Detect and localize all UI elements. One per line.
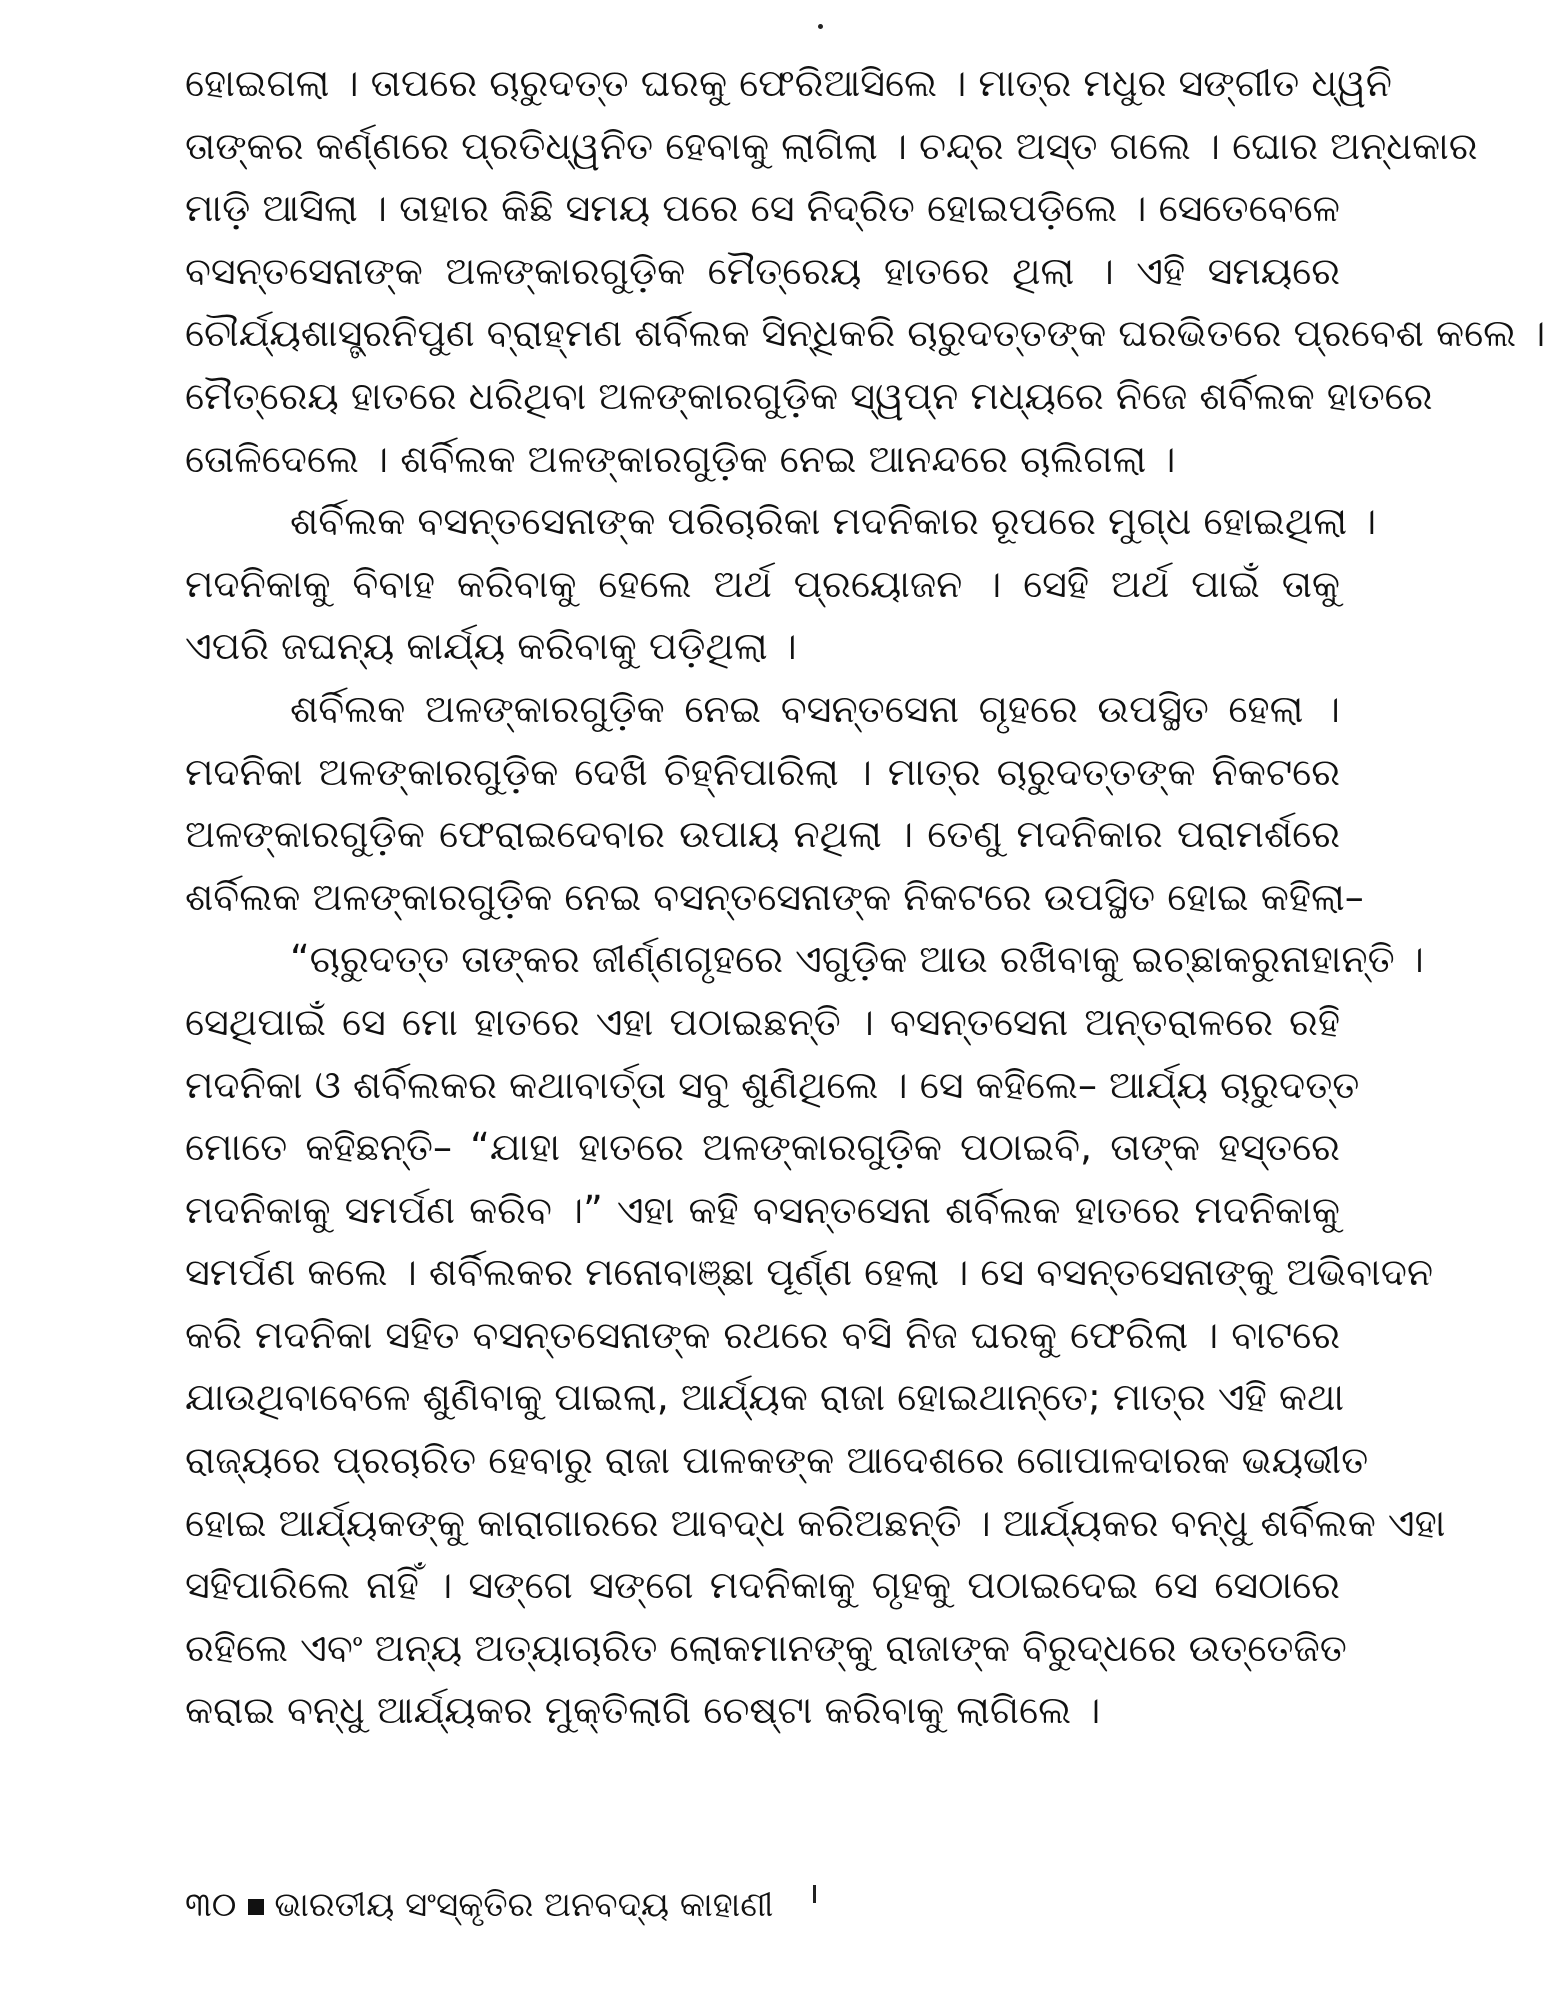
page-number: ୩୦ bbox=[185, 1885, 237, 1925]
square-bullet-icon bbox=[248, 1899, 264, 1915]
text-line: ତୋଳିଦେଲେ । ଶର୍ବିଲକ ଅଳଙ୍କାରଗୁଡ଼ିକ ନେଇ ଆନନ୍ଦରେ ଚାଲିଗଲା । bbox=[185, 436, 1176, 481]
text-line: ମୈତ୍ରେୟ ହାତରେ ଧରିଥିବା ଅଳଙ୍କାରଗୁଡ଼ିକ ସ୍ୱପ୍ନ ମଧ୍ୟରେ ନିଜେ ଶର୍ବିଲକ ହାତରେ bbox=[185, 373, 1433, 418]
body-text bbox=[185, 52, 1545, 1742]
text-line: ଅଳଙ୍କାରଗୁଡ଼ିକ ଫେରାଇଦେବାର ଉପାୟ ନଥିଲା । ତେଣୁ ମଦନିକାର ପରାମର୍ଶରେ bbox=[185, 812, 1340, 857]
text-line: ଏପରି ଜଘନ୍ୟ କାର୍ଯ୍ୟ କରିବାକୁ ପଡ଼ିଥିଲା । bbox=[185, 624, 797, 669]
book-title: ଭାରତୀୟ ସଂସ୍କୃତିର ଅନବଦ୍ୟ କାହାଣୀ bbox=[274, 1885, 774, 1925]
text-line: ମାଡ଼ି ଆସିଲା । ତାହାର କିଛି ସମୟ ପରେ ସେ ନିଦ୍ରିତ ହୋଇପଡ଼ିଲେ । ସେତେବେଳେ bbox=[185, 186, 1340, 231]
page-footer bbox=[185, 1883, 816, 1927]
text-line: ସମର୍ପଣ କଲେ । ଶର୍ବିଲକର ମନୋବାଞ୍ଛା ପୂର୍ଣ୍ଣ ହେଲା । ସେ ବସନ୍ତସେନାଙ୍କୁ ଅଭିବାଦନ bbox=[185, 1250, 1434, 1295]
text-line: ସହିପାରିଲେ ନାହିଁ । ସଙ୍ଗେ ସଙ୍ଗେ ମଦନିକାକୁ ଗୃହକୁ ପଠାଇଦେଇ ସେ ସେଠାରେ bbox=[185, 1563, 1340, 1608]
text-line: କରି ମଦନିକା ସହିତ ବସନ୍ତସେନାଙ୍କ ରଥରେ ବସି ନିଜ ଘରକୁ ଫେରିଲା । ବାଟରେ bbox=[185, 1312, 1340, 1357]
text-line: ବସନ୍ତସେନାଙ୍କ ଅଳଙ୍କାରଗୁଡ଼ିକ ମୈତ୍ରେୟ ହାତରେ ଥିଲା । ଏହି ସମୟରେ bbox=[185, 248, 1340, 293]
text-line: ଚୌର୍ଯ୍ୟଶାସ୍ତ୍ରନିପୁଣ ବ୍ରାହ୍ମଣ ଶର୍ବିଲକ ସିନ୍ଧିକରି ଚାରୁଦତ୍ତଙ୍କ ଘରଭିତରେ ପ୍ରବେଶ କଲେ । bbox=[185, 311, 1545, 356]
quote-start-line: “ଚାରୁଦତ୍ତ ତାଙ୍କର ଜୀର୍ଣ୍ଣଗୃହରେ ଏଗୁଡ଼ିକ ଆଉ ରଖିବାକୁ ଇଚ୍ଛାକରୁନାହାନ୍ତି । bbox=[290, 937, 1424, 982]
text-line: ରହିଲେ ଏବଂ ଅନ୍ୟ ଅତ୍ୟାଚାରିତ ଲୋକମାନଙ୍କୁ ରାଜାଙ୍କ ବିରୁଦ୍ଧରେ ଉତ୍ତେଜିତ bbox=[185, 1625, 1347, 1670]
paragraph-start-line: ଶର୍ବିଲକ ବସନ୍ତସେନାଙ୍କ ପରିଚାରିକା ମଦନିକାର ରୂପରେ ମୁଗ୍ଧ ହୋଇଥିଲା । bbox=[290, 499, 1377, 544]
text-line: ହୋଇ ଆର୍ଯ୍ୟକଙ୍କୁ କାରାଗାରରେ ଆବଦ୍ଧ କରିଅଛନ୍ତି । ଆର୍ଯ୍ୟକର ବନ୍ଧୁ ଶର୍ବିଲକ ଏହା bbox=[185, 1500, 1446, 1545]
text-line: ରାଜ୍ୟରେ ପ୍ରଚାରିତ ହେବାରୁ ରାଜା ପାଳକଙ୍କ ଆଦେଶରେ ଗୋପାଳଦାରକ ଭୟଭୀତ bbox=[185, 1438, 1369, 1483]
text-line: କରାଇ ବନ୍ଧୁ ଆର୍ଯ୍ୟକର ମୁକ୍ତିଲାଗି ଚେଷ୍ଟା କରିବାକୁ ଲାଗିଲେ । bbox=[185, 1688, 1101, 1733]
top-dot-mark bbox=[818, 24, 823, 29]
text-line: ମଦନିକା ଅଳଙ୍କାରଗୁଡ଼ିକ ଦେଖି ଚିହ୍ନିପାରିଲା । ମାତ୍ର ଚାରୁଦତ୍ତଙ୍କ ନିକଟରେ bbox=[185, 749, 1340, 794]
text-line: ମଦନିକାକୁ ସମର୍ପଣ କରିବ ।” ଏହା କହି ବସନ୍ତସେନା ଶର୍ବିଲକ ହାତରେ ମଦନିକାକୁ bbox=[185, 1187, 1340, 1232]
paragraph-start-line: ଶର୍ବିଲକ ଅଳଙ୍କାରଗୁଡ଼ିକ ନେଇ ବସନ୍ତସେନା ଗୃହରେ ଉପସ୍ଥିତ ହେଲା । bbox=[290, 686, 1340, 731]
text-line: ତାଙ୍କର କର୍ଣ୍ଣରେ ପ୍ରତିଧ୍ୱନିତ ହେବାକୁ ଲାଗିଲା । ଚନ୍ଦ୍ର ଅସ୍ତ ଗଲେ । ଘୋର ଅନ୍ଧକାର bbox=[185, 123, 1478, 168]
text-line: ଯାଉଥିବାବେଳେ ଶୁଣିବାକୁ ପାଇଲା, ଆର୍ଯ୍ୟକ ରାଜା ହୋଇଥାନ୍ତେ; ମାତ୍ର ଏହି କଥା bbox=[185, 1375, 1345, 1420]
text-line: ମୋତେ କହିଛନ୍ତି– “ଯାହା ହାତରେ ଅଳଙ୍କାରଗୁଡ଼ିକ ପଠାଇବି, ତାଙ୍କ ହସ୍ତରେ bbox=[185, 1125, 1340, 1170]
text-line: ମଦନିକାକୁ ବିବାହ କରିବାକୁ ହେଲେ ଅର୍ଥ ପ୍ରୟୋଜନ । ସେହି ଅର୍ଥ ପାଇଁ ତାକୁ bbox=[185, 561, 1340, 606]
footer-tick-mark bbox=[813, 1885, 816, 1903]
text-line: ମଦନିକା ଓ ଶର୍ବିଲକର କଥାବାର୍ତ୍ତା ସବୁ ଶୁଣିଥିଲେ । ସେ କହିଲେ– ଆର୍ଯ୍ୟ ଚାରୁଦତ୍ତ bbox=[185, 1062, 1360, 1107]
text-line: ଶର୍ବିଲକ ଅଳଙ୍କାରଗୁଡ଼ିକ ନେଇ ବସନ୍ତସେନାଙ୍କ ନିକଟରେ ଉପସ୍ଥିତ ହୋଇ କହିଲା– bbox=[185, 874, 1364, 919]
text-line: ହୋଇଗଲା । ତାପରେ ଚାରୁଦତ୍ତ ଘରକୁ ଫେରିଆସିଲେ । ମାତ୍ର ମଧୁର ସଙ୍ଗୀତ ଧ୍ୱନି bbox=[185, 61, 1392, 105]
text-line: ସେଥିପାଇଁ ସେ ମୋ ହାତରେ ଏହା ପଠାଇଛନ୍ତି । ବସନ୍ତସେନା ଅନ୍ତରାଳରେ ରହି bbox=[185, 999, 1340, 1044]
